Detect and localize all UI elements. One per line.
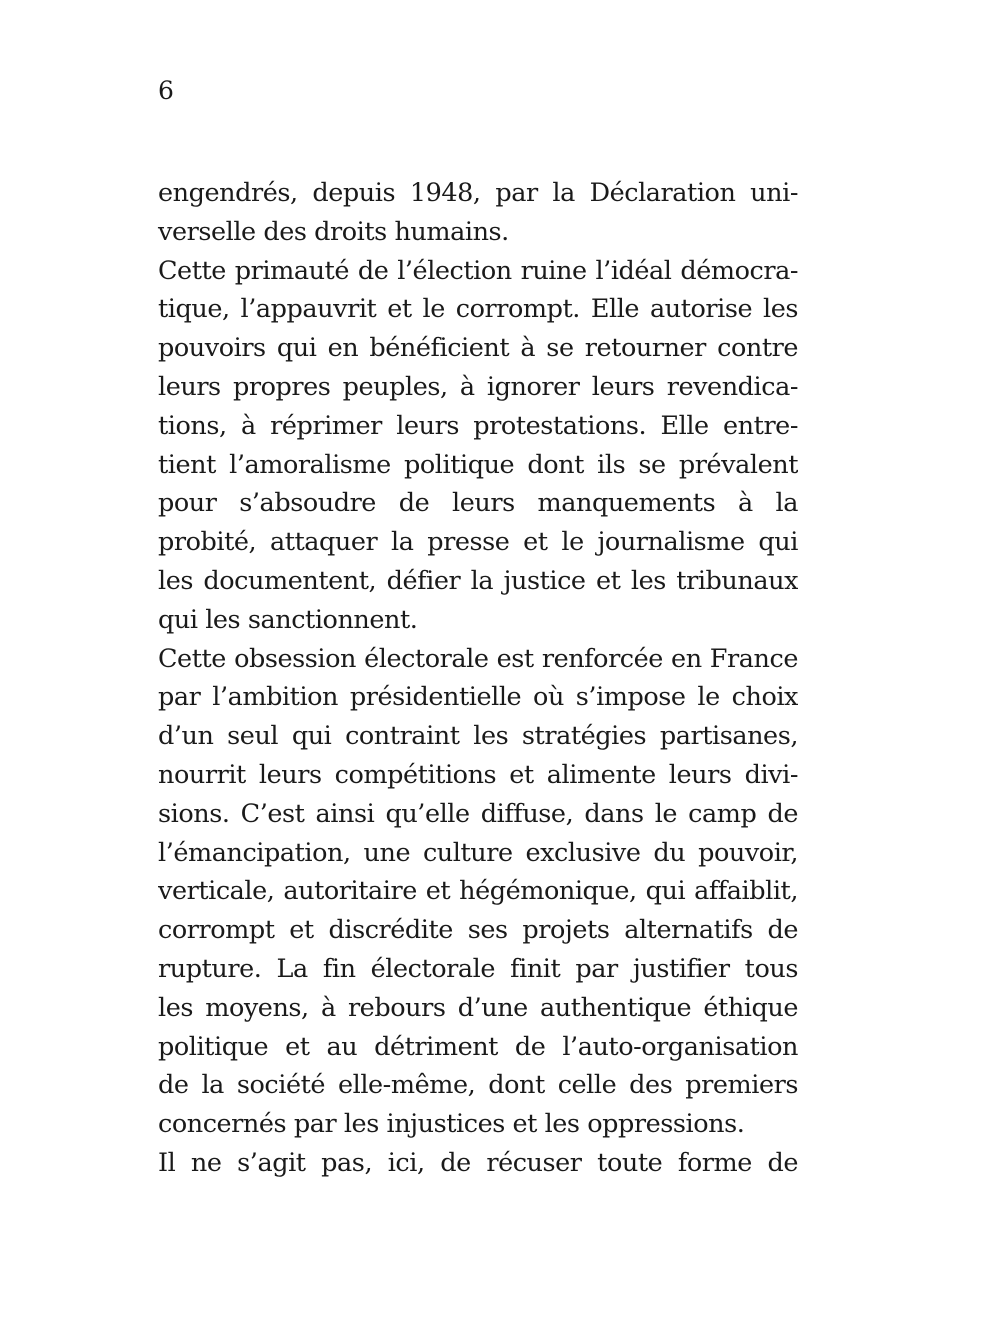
text-line: pour s’absoudre de leurs manquements à la (158, 488, 798, 519)
text-line: tique, l’appauvrit et le corrompt. Elle autorise les (158, 294, 798, 325)
text-line: les documentent, défier la justice et les tribunaux (158, 565, 798, 596)
text-line: nourrit leurs compétitions et alimente leurs divi- (158, 759, 798, 790)
text-line: Cette obsession électorale est renforcée en France (158, 643, 798, 674)
text-line: l’émancipation, une culture exclusive du pouvoir, (158, 837, 798, 868)
page-number: 6 (158, 76, 174, 105)
text-line: politique et au détriment de l’auto-organisation (158, 1031, 798, 1062)
text-line: tions, à réprimer leurs protestations. Elle entre- (158, 410, 798, 441)
text-line: tient l’amoralisme politique dont ils se prévalent (158, 449, 798, 480)
text-line: les moyens, à rebours d’une authentique éthique (158, 992, 798, 1023)
text-line: de la société elle-même, dont celle des premiers (158, 1070, 798, 1101)
text-line: verselle des droits humains. (158, 216, 509, 247)
text-line: verticale, autoritaire et hégémonique, qui affaiblit, (158, 876, 798, 907)
text-line: pouvoirs qui en bénéficient à se retourner contre (158, 333, 798, 364)
text-line: rupture. La fin électorale finit par justifier tous (158, 953, 798, 984)
text-line: corrompt et discrédite ses projets alternatifs de (158, 915, 798, 946)
body-text (158, 174, 798, 1183)
text-line: concernés par les injustices et les oppressions. (158, 1109, 745, 1140)
text-line: Cette primauté de l’élection ruine l’idéal démocra- (158, 255, 798, 286)
text-line: sions. C’est ainsi qu’elle diffuse, dans le camp de (158, 798, 798, 829)
text-line: Il ne s’agit pas, ici, de récuser toute forme de (158, 1147, 798, 1178)
text-line: leurs propres peuples, à ignorer leurs revendica- (158, 371, 798, 402)
text-line: probité, attaquer la presse et le journalisme qui (158, 527, 798, 558)
text-line: d’un seul qui contraint les stratégies partisanes, (158, 721, 798, 752)
text-line: qui les sanctionnent. (158, 604, 418, 635)
text-line: par l’ambition présidentielle où s’impose le choix (158, 682, 798, 713)
text-line: engendrés, depuis 1948, par la Déclaration uni- (158, 178, 798, 208)
